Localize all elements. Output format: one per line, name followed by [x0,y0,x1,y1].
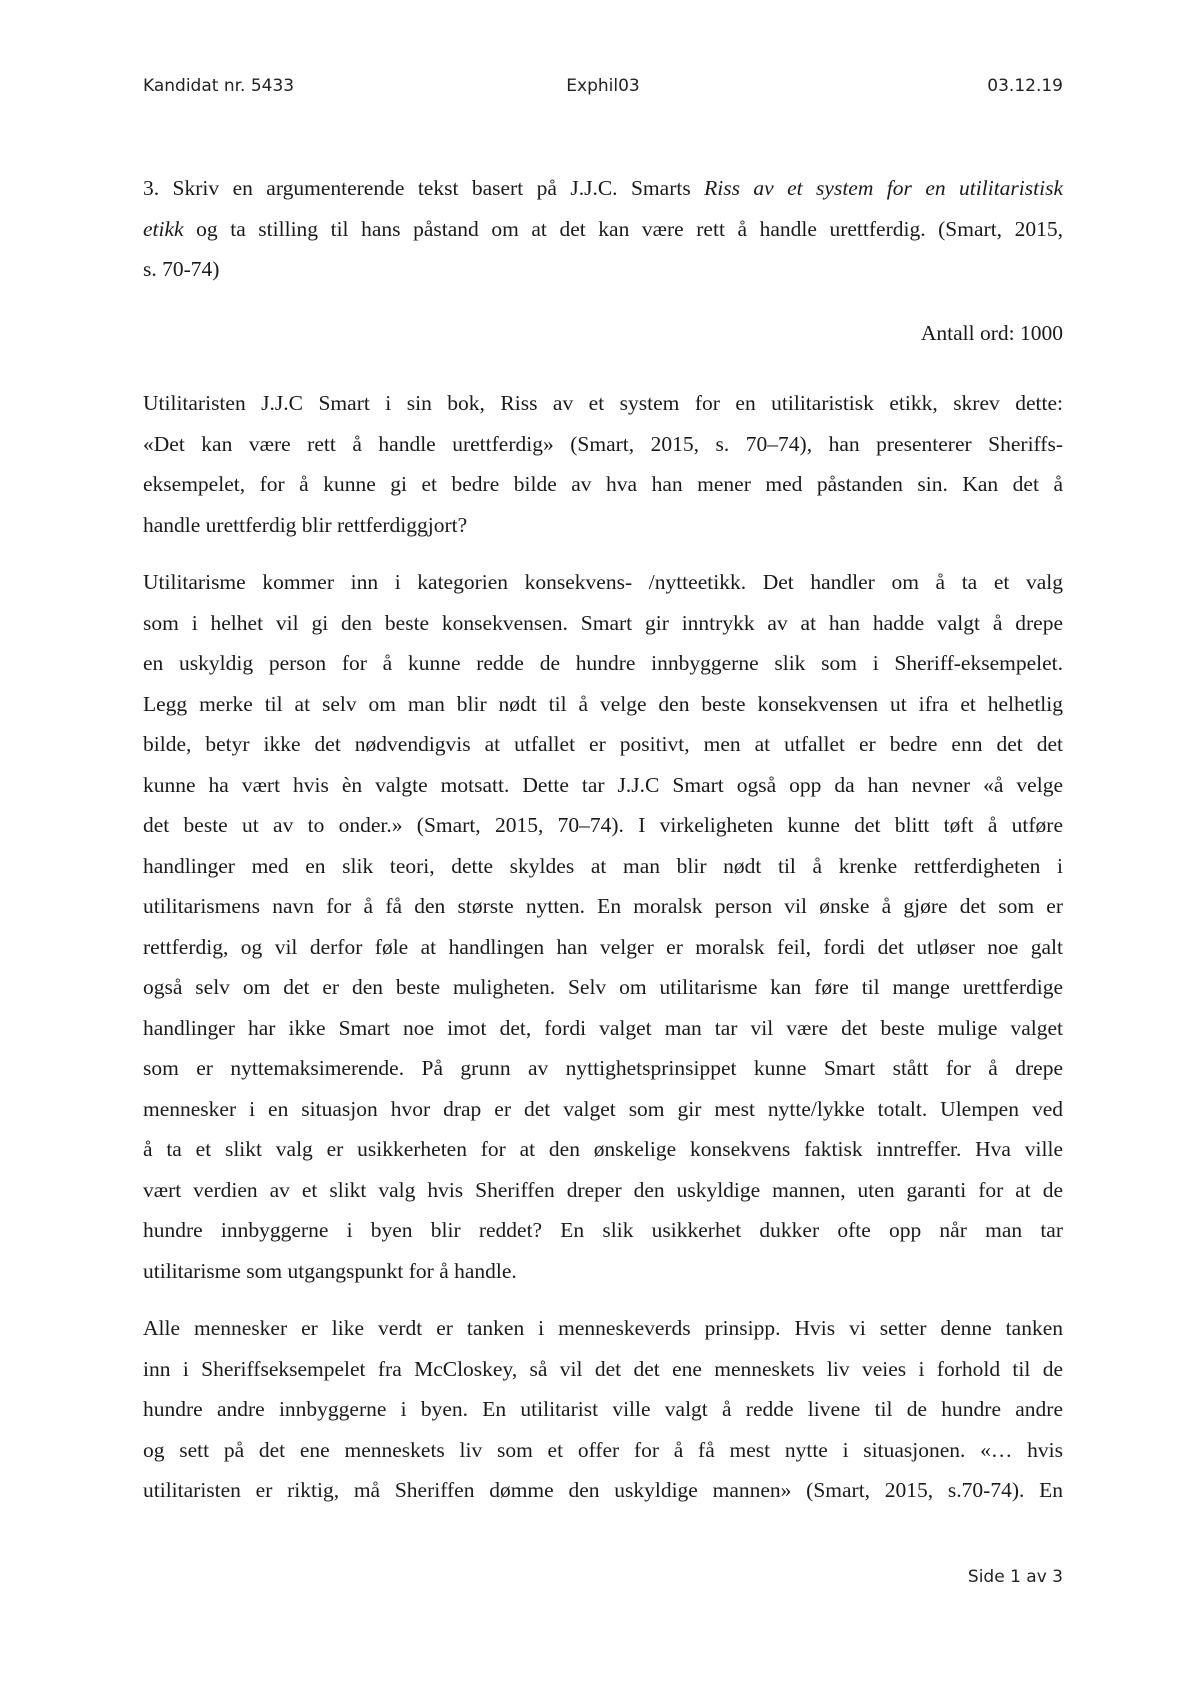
question-text: s. 70-74) [143,257,220,281]
header-candidate-number: Kandidat nr. 5433 [143,76,295,96]
page-number: Side 1 av 3 [967,1567,1063,1587]
text-line: handle urettferdig blir rettferdiggjort? [143,512,468,537]
text-line: handlinger har ikke Smart noe imot det, fordi valget man tar vil være det beste mulige valget [143,1015,1063,1040]
paragraph [143,562,1063,1291]
text-line: rettferdig, og vil derfor føle at handlingen han velger er moralsk feil, fordi det utløser noe galt [143,934,1063,959]
paragraph [143,383,1063,545]
page-header [143,76,1063,100]
text-line: mennesker i en situasjon hvor drap er det valget som gir mest nytte/lykke totalt. Ulempen ved [143,1096,1063,1121]
header-course-code: Exphil03 [566,76,640,96]
document-body [143,168,1063,1528]
question-line [143,249,1063,290]
book-title-text: etikk [143,216,184,241]
text-line: Utilitarisme kommer inn i kategorien konsekvens- /nytteetikk. Det handler om å ta et valg [143,570,1063,594]
question-line [143,168,1063,209]
question-text: 3. Skriv en argumenterende tekst basert på J.J.C. Smarts [143,176,705,200]
text-line: som er nyttemaksimerende. På grunn av nyttighetsprinsippet kunne Smart stått for å drepe [143,1056,1063,1080]
text-line: hundre andre innbyggerne i byen. En utilitarist ville valgt å redde livene til de hundre andre [143,1397,1063,1421]
text-line: eksempelet, for å kunne gi et bedre bilde av hva han mener med påstanden sin. Kan det å [143,472,1063,496]
assignment-question [143,168,1063,290]
text-line: handlinger med en slik teori, dette skyldes at man blir nødt til å krenke rettferdigheten i [143,853,1063,878]
text-line: Legg merke til at selv om man blir nødt til å velge den beste konsekvensen ut ifra et helhetlig [143,691,1063,716]
header-date: 03.12.19 [987,76,1063,96]
book-title-text: Riss av et system for en utilitaristisk [704,176,1063,200]
text-line: Alle mennesker er like verdt er tanken i menneskeverds prinsipp. Hvis vi setter denne tanken [143,1316,1063,1340]
text-line: hundre innbyggerne i byen blir reddet? En slik usikkerhet dukker ofte opp når man tar [143,1218,1063,1242]
text-line: å ta et slikt valg er usikkerheten for at den ønskelige konsekvens faktisk inntreffer. Hva ville [143,1137,1063,1161]
question-text: og ta stilling til hans påstand om at det kan være rett å handle urettferdig. (Smart, 2015, [183,216,1063,241]
question-line [143,209,1063,250]
essay-text [143,383,1063,1511]
text-line: en uskyldig person for å kunne redde de hundre innbyggerne slik som i Sheriff-eksempelet. [143,651,1063,675]
text-line: utilitarisme som utgangspunkt for å handle. [143,1258,517,1283]
text-line: og sett på det ene menneskets liv som et offer for å få mest nytte i situasjonen. «… hvis [143,1437,1063,1462]
text-line: kunne ha vært hvis èn valgte motsatt. Dette tar J.J.C Smart også opp da han nevner «å velge [143,772,1063,797]
text-line: «Det kan være rett å handle urettferdig» (Smart, 2015, s. 70–74), han presenterer Sheriffs- [143,431,1063,456]
text-line: som i helhet vil gi den beste konsekvensen. Smart gir inntrykk av at han hadde valgt å drepe [143,610,1063,635]
text-line: bilde, betyr ikke det nødvendigvis at utfallet er positivt, men at utfallet er bedre enn det det [143,732,1063,756]
word-count: Antall ord: 1000 [920,320,1063,345]
text-line: Utilitaristen J.J.C Smart i sin bok, Riss av et system for en utilitaristisk etikk, skrev dette: [143,391,1063,415]
text-line: inn i Sheriffseksempelet fra McCloskey, så vil det det ene menneskets liv veies i forhold til de [143,1356,1063,1381]
text-line: utilitaristen er riktig, må Sheriffen dømme den uskyldige mannen» (Smart, 2015, s.70-74). En [143,1478,1063,1502]
paragraph [143,1308,1063,1511]
text-line: utilitarismens navn for å få den største nytten. En moralsk person vil ønske å gjøre det som er [143,894,1063,918]
text-line: også selv om det er den beste muligheten. Selv om utilitarisme kan føre til mange urettferdige [143,975,1063,999]
text-line: vært verdien av et slikt valg hvis Sheriffen dreper den uskyldige mannen, uten garanti for at de [143,1177,1063,1202]
text-line: det beste ut av to onder.» (Smart, 2015, 70–74). I virkeligheten kunne det blitt tøft å utføre [143,813,1063,837]
